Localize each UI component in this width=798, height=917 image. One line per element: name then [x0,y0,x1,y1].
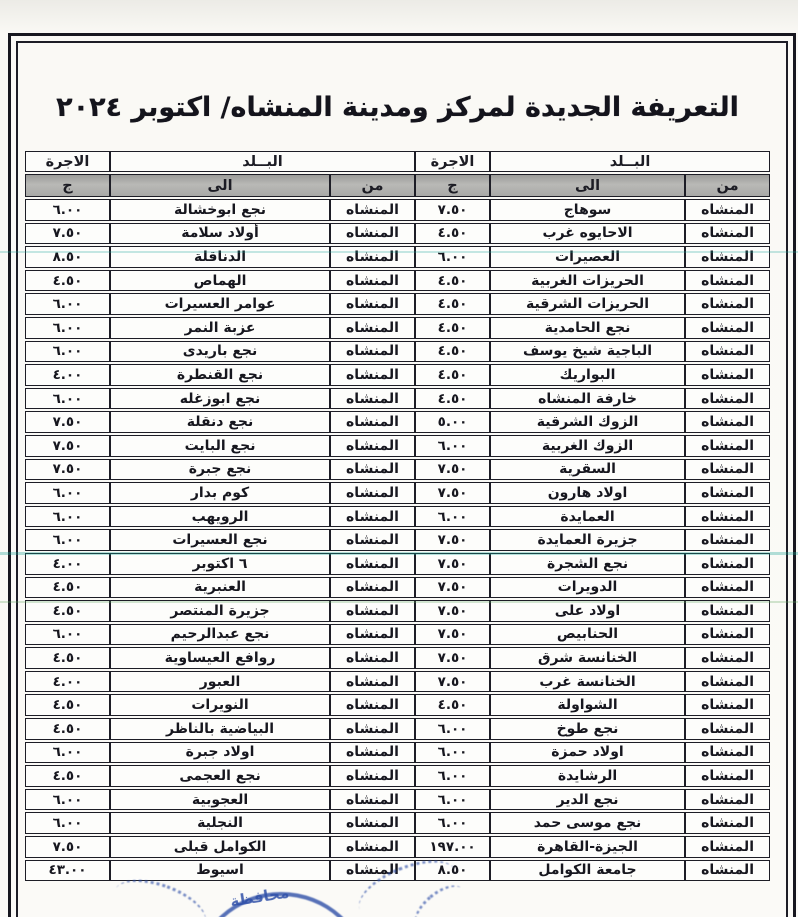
right-from-cell: المنشاه [685,388,770,410]
right-fare-cell: ٦.٠٠ [415,435,490,457]
fare-row [25,270,770,292]
left-fare-cell: ٤.٥٠ [25,718,110,740]
fare-row [25,553,770,575]
right-from-cell: المنشاه [685,742,770,764]
right-fare-cell: ٦.٠٠ [415,506,490,528]
right-to-cell: الجيزة-القاهرة [490,836,685,858]
fare-table [25,149,770,883]
right-from-cell: المنشاه [685,812,770,834]
left-fare-cell: ٧.٥٠ [25,435,110,457]
right-fare-cell: ٤.٥٠ [415,388,490,410]
right-from-cell: المنشاه [685,246,770,268]
right-fare-cell: ٧.٥٠ [415,529,490,551]
right-to-column-header: الى [490,174,685,197]
fare-row [25,199,770,221]
right-from-cell: المنشاه [685,459,770,481]
left-to-cell: الدناقلة [110,246,330,268]
left-fare-cell: ٤.٥٠ [25,270,110,292]
right-fare-cell: ٤.٥٠ [415,317,490,339]
left-fare-cell: ٧.٥٠ [25,411,110,433]
right-to-cell: الخنانسة شرق [490,647,685,669]
left-to-cell: كوم بدار [110,482,330,504]
right-fare-cell: ٦.٠٠ [415,789,490,811]
right-from-cell: المنشاه [685,506,770,528]
fare-row [25,388,770,410]
right-from-cell: المنشاه [685,553,770,575]
left-from-cell: المنشاه [330,293,415,315]
left-from-cell: المنشاه [330,317,415,339]
left-to-cell: نجع العسيرات [110,529,330,551]
stamp-text: محافظة [228,883,291,911]
fare-row [25,577,770,599]
right-from-column-header: من [685,174,770,197]
right-from-cell: المنشاه [685,482,770,504]
left-fare-cell: ٦.٠٠ [25,742,110,764]
right-to-cell: الاحايوه غرب [490,223,685,245]
left-to-cell: نجع باريدى [110,341,330,363]
right-to-cell: جزيرة العمايدة [490,529,685,551]
right-to-cell: العمايدة [490,506,685,528]
right-from-cell: المنشاه [685,529,770,551]
left-from-cell: المنشاه [330,506,415,528]
right-fare-cell: ٧.٥٠ [415,482,490,504]
left-currency-column-header: ج [25,174,110,197]
left-fare-cell: ٨.٥٠ [25,246,110,268]
right-to-cell: نجع الشجرة [490,553,685,575]
right-from-cell: المنشاه [685,694,770,716]
right-fare-cell: ٦.٠٠ [415,765,490,787]
right-from-cell: المنشاه [685,647,770,669]
left-fare-cell: ٤.٥٠ [25,647,110,669]
right-to-cell: نجع طوخ [490,718,685,740]
left-from-cell: المنشاه [330,577,415,599]
left-from-cell: المنشاه [330,223,415,245]
right-to-cell: الشواولة [490,694,685,716]
left-from-cell: المنشاه [330,812,415,834]
group-header-row [25,151,770,172]
left-fare-cell: ٤.٥٠ [25,694,110,716]
left-from-cell: المنشاه [330,671,415,693]
right-fare-cell: ٨.٥٠ [415,860,490,882]
fare-row [25,718,770,740]
fare-row [25,293,770,315]
right-from-cell: المنشاه [685,364,770,386]
left-fare-cell: ٧.٥٠ [25,223,110,245]
right-from-cell: المنشاه [685,765,770,787]
fare-row [25,694,770,716]
left-to-cell: جزيرة المنتصر [110,600,330,622]
right-to-cell: الحريزات الغربية [490,270,685,292]
left-to-cell: النجلية [110,812,330,834]
left-from-cell: المنشاه [330,789,415,811]
right-fare-group-header: الاجرة [415,151,490,172]
left-place-group-header: البــلد [110,151,415,172]
left-from-cell: المنشاه [330,624,415,646]
right-place-group-header: البــلد [490,151,770,172]
left-fare-cell: ٦.٠٠ [25,789,110,811]
left-to-cell: نجع القنطرة [110,364,330,386]
fare-row [25,789,770,811]
right-fare-cell: ٧.٥٠ [415,199,490,221]
right-to-cell: الزوك الغربية [490,435,685,457]
left-fare-cell: ٤.٥٠ [25,765,110,787]
left-to-cell: الرويهب [110,506,330,528]
fare-row [25,529,770,551]
fare-row [25,482,770,504]
left-from-column-header: من [330,174,415,197]
right-from-cell: المنشاه [685,223,770,245]
fare-row [25,364,770,386]
left-from-cell: المنشاه [330,647,415,669]
right-fare-cell: ٧.٥٠ [415,624,490,646]
left-from-cell: المنشاه [330,718,415,740]
left-to-cell: اولاد جبرة [110,742,330,764]
fare-row [25,411,770,433]
left-fare-cell: ٦.٠٠ [25,812,110,834]
left-to-cell: العنبرية [110,577,330,599]
right-to-cell: اولاد هارون [490,482,685,504]
fare-row [25,671,770,693]
official-stamp [118,858,458,917]
right-to-cell: خارفة المنشاه [490,388,685,410]
right-to-cell: سوهاج [490,199,685,221]
fare-row [25,246,770,268]
right-from-cell: المنشاه [685,435,770,457]
right-to-cell: نجع الحامدية [490,317,685,339]
right-fare-cell: ٤.٥٠ [415,270,490,292]
right-to-cell: الرشايدة [490,765,685,787]
left-from-cell: المنشاه [330,742,415,764]
left-from-cell: المنشاه [330,860,415,882]
right-fare-cell: ٦.٠٠ [415,812,490,834]
left-from-cell: المنشاه [330,246,415,268]
right-from-cell: المنشاه [685,199,770,221]
fare-table-body [25,199,770,881]
fare-row [25,459,770,481]
left-fare-cell: ٤.٠٠ [25,671,110,693]
fare-row [25,742,770,764]
left-to-cell: عوامر العسيرات [110,293,330,315]
left-to-cell: نجع جبرة [110,459,330,481]
left-from-cell: المنشاه [330,270,415,292]
left-to-cell: روافع العيساوية [110,647,330,669]
right-fare-cell: ٧.٥٠ [415,553,490,575]
left-fare-cell: ٦.٠٠ [25,624,110,646]
left-to-cell: نجع ابوخشالة [110,199,330,221]
right-fare-cell: ٤.٥٠ [415,364,490,386]
left-from-cell: المنشاه [330,482,415,504]
left-to-cell: ٦ اكتوبر [110,553,330,575]
left-to-cell: نجع عبدالرحيم [110,624,330,646]
right-fare-cell: ٦.٠٠ [415,718,490,740]
right-currency-column-header: ج [415,174,490,197]
left-to-cell: نجع العجمى [110,765,330,787]
right-fare-cell: ٤.٥٠ [415,694,490,716]
right-to-cell: السقرية [490,459,685,481]
fare-row [25,317,770,339]
left-to-cell: أولاد سلامة [110,223,330,245]
left-to-cell: العبور [110,671,330,693]
left-fare-cell: ٦.٠٠ [25,506,110,528]
left-to-cell: نجع البايت [110,435,330,457]
right-from-cell: المنشاه [685,836,770,858]
fare-row [25,624,770,646]
left-from-cell: المنشاه [330,836,415,858]
fare-row [25,647,770,669]
right-to-cell: الحريزات الشرقية [490,293,685,315]
left-to-cell: البياضية بالناظر [110,718,330,740]
left-fare-cell: ٤.٥٠ [25,600,110,622]
right-to-cell: اولاد على [490,600,685,622]
right-to-cell: الزوك الشرقية [490,411,685,433]
right-fare-cell: ٤.٥٠ [415,341,490,363]
right-from-cell: المنشاه [685,341,770,363]
right-from-cell: المنشاه [685,270,770,292]
column-header-row [25,174,770,197]
right-to-cell: نجع الدير [490,789,685,811]
right-from-cell: المنشاه [685,293,770,315]
left-fare-cell: ٤.٠٠ [25,553,110,575]
left-fare-cell: ٦.٠٠ [25,293,110,315]
right-fare-cell: ٥.٠٠ [415,411,490,433]
right-fare-cell: ٦.٠٠ [415,742,490,764]
left-to-cell: عزبة النمر [110,317,330,339]
right-to-cell: العصيرات [490,246,685,268]
fare-row [25,812,770,834]
fare-row [25,506,770,528]
left-from-cell: المنشاه [330,199,415,221]
left-from-cell: المنشاه [330,600,415,622]
right-from-cell: المنشاه [685,860,770,882]
left-fare-cell: ٤٣.٠٠ [25,860,110,882]
fare-row [25,765,770,787]
left-from-cell: المنشاه [330,411,415,433]
right-fare-cell: ٧.٥٠ [415,459,490,481]
right-fare-cell: ٧.٥٠ [415,600,490,622]
left-from-cell: المنشاه [330,694,415,716]
fare-row [25,223,770,245]
left-fare-cell: ٦.٠٠ [25,388,110,410]
stamp-wreath-left-icon [107,869,213,917]
left-fare-cell: ٦.٠٠ [25,317,110,339]
left-fare-cell: ٦.٠٠ [25,529,110,551]
left-fare-cell: ٧.٥٠ [25,459,110,481]
right-from-cell: المنشاه [685,624,770,646]
right-to-cell: الخنانسة غرب [490,671,685,693]
right-fare-cell: ٧.٥٠ [415,577,490,599]
right-to-cell: نجع موسى حمد [490,812,685,834]
right-from-cell: المنشاه [685,411,770,433]
left-to-column-header: الى [110,174,330,197]
right-fare-cell: ٤.٥٠ [415,293,490,315]
left-from-cell: المنشاه [330,553,415,575]
right-to-cell: جامعة الكوامل [490,860,685,882]
left-to-cell: الهماص [110,270,330,292]
left-fare-group-header: الاجرة [25,151,110,172]
left-fare-cell: ٦.٠٠ [25,341,110,363]
right-to-cell: الدويرات [490,577,685,599]
fare-row [25,435,770,457]
right-fare-cell: ٤.٥٠ [415,223,490,245]
left-fare-cell: ٧.٥٠ [25,836,110,858]
fare-row [25,600,770,622]
left-fare-cell: ٦.٠٠ [25,482,110,504]
right-to-cell: اولاد حمزة [490,742,685,764]
right-fare-cell: ٧.٥٠ [415,671,490,693]
left-fare-cell: ٦.٠٠ [25,199,110,221]
right-from-cell: المنشاه [685,317,770,339]
right-to-cell: البواريك [490,364,685,386]
left-from-cell: المنشاه [330,364,415,386]
left-to-cell: الكوامل قبلى [110,836,330,858]
right-fare-cell: ٦.٠٠ [415,246,490,268]
right-from-cell: المنشاه [685,718,770,740]
right-fare-cell: ١٩٧.٠٠ [415,836,490,858]
left-to-cell: النويرات [110,694,330,716]
left-to-cell: نجع دنقلة [110,411,330,433]
left-from-cell: المنشاه [330,529,415,551]
left-fare-cell: ٤.٥٠ [25,577,110,599]
left-to-cell: اسيوط [110,860,330,882]
left-from-cell: المنشاه [330,435,415,457]
left-from-cell: المنشاه [330,341,415,363]
right-from-cell: المنشاه [685,577,770,599]
left-to-cell: العجوبية [110,789,330,811]
right-to-cell: الباجية شيخ يوسف [490,341,685,363]
right-from-cell: المنشاه [685,671,770,693]
page-title: التعريفة الجديدة لمركز ومدينة المنشاه/ اكتوبر ٢٠٢٤ [56,92,739,123]
fare-row [25,836,770,858]
left-from-cell: المنشاه [330,765,415,787]
right-fare-cell: ٧.٥٠ [415,647,490,669]
left-from-cell: المنشاه [330,459,415,481]
left-from-cell: المنشاه [330,388,415,410]
right-to-cell: الحنابيص [490,624,685,646]
right-from-cell: المنشاه [685,789,770,811]
right-from-cell: المنشاه [685,600,770,622]
fare-row [25,341,770,363]
left-fare-cell: ٤.٠٠ [25,364,110,386]
left-to-cell: نجع ابوزغله [110,388,330,410]
